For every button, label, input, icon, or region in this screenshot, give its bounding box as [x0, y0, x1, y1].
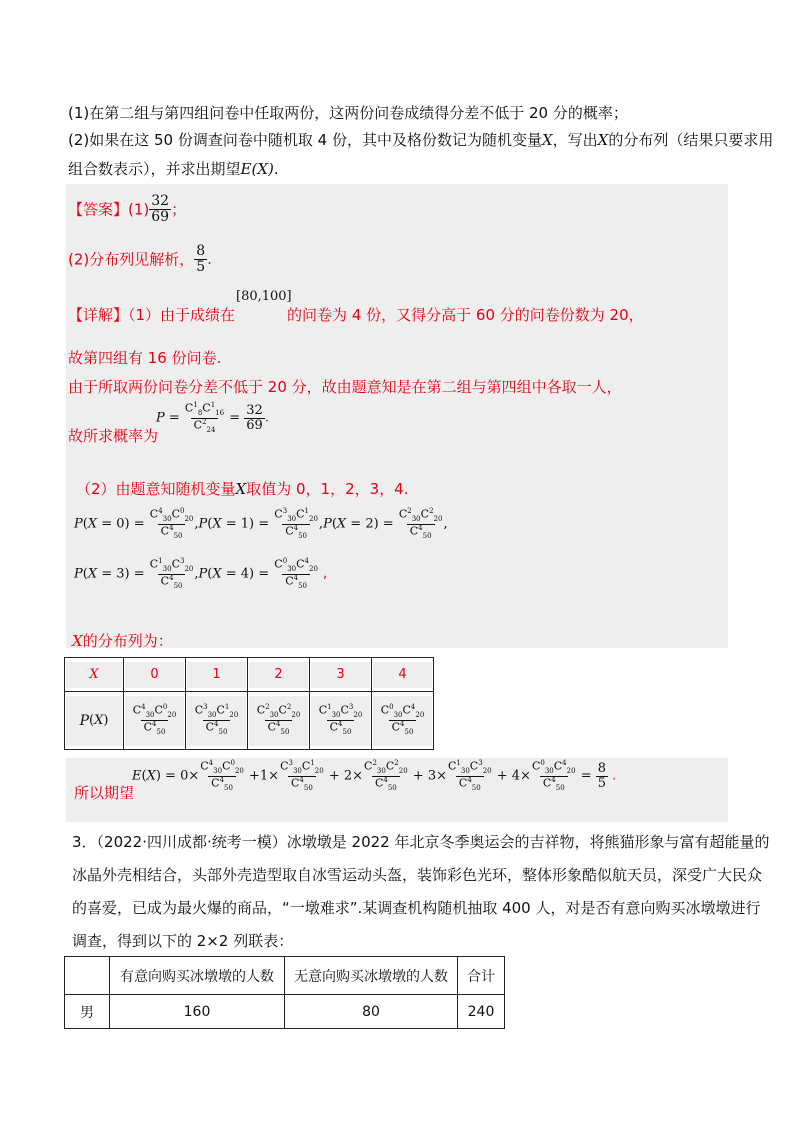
problem3-line2: 冰晶外壳相结合，头部外壳造型取自冰雪运动头盔，装饰彩色光环，整体形象酷似航天员，深受广大民众: [72, 866, 763, 884]
probability-formula: P = $\frac{C^1_8C^1_{16}}{C^2_{24}}$ = $\frac{32}{69}$ .: [156, 401, 269, 434]
contingency-cell: 160: [110, 995, 285, 1029]
detail-line-1: 【详解】（1）由于成绩在 的问卷为 4 份，又得分高于 60 分的问卷份数为 20，: [68, 306, 644, 324]
dist-header-cell: 3: [310, 658, 372, 692]
dist-prob-cell: $C^1_{30}C^3_{20}$ $C^4_{50}$: [310, 692, 372, 750]
interval-label: [80,100]: [236, 289, 292, 304]
dist-prob-cell: $C^0_{30}C^4_{20}$ $C^4_{50}$: [372, 692, 434, 750]
distribution-table: [64, 657, 434, 750]
problem3-line3: 的喜爱，已成为最火爆的商品，“一墩难求”.某调查机构随机抽取 400 人，对是否有意向购买冰墩墩进行: [72, 899, 761, 917]
contingency-header-empty: [65, 957, 110, 995]
expectation-label: 所以期望: [74, 784, 135, 802]
detail-line-2: 故第四组有 16 份问卷.: [68, 349, 222, 367]
detail-line-3: 由于所取两份问卷分差不低于 20 分，故由题意知是在第二组与第四组中各取一人，: [68, 378, 622, 396]
prob-formulas-row1: P(X = 0) = $\frac{C^4_{30}C^0_{20}}{C^4_{50}}$ ,P(X = 1) = $\frac{C^3_{30}C^1_{20}}{C^4_{50}}$ ,P(X = 2) = $\frac{C^2_{30}C^2_{20}}{C^4_{50}}$ ,: [74, 507, 448, 540]
answer-line-2: (2)分布列见解析， $\frac{8}{5}$ .: [68, 243, 212, 275]
dist-prob-cell: $C^3_{30}C^1_{20}$ $C^4_{50}$: [186, 692, 248, 750]
dist-header-cell: 1: [186, 658, 248, 692]
contingency-header: 合计: [458, 957, 505, 995]
dist-prob-cell: $C^4_{30}C^0_{20}$ $C^4_{50}$: [124, 692, 186, 750]
expectation-formula: E(X) = 0× $\frac{C^4_{30}C^0_{20}}{C^4_{50}}$ +1× $\frac{C^3_{30}C^1_{20}}{C^4_{50}}$ + 2× $\frac{C^2_{30}C^2_{20}}{C^4_{50}}$ + 3× $\frac{C^1_{30}C^3_{20}}{C^4_{50}}$ + 4× $\frac{C^0_{30}C^4_{20}}{C^4_{50}}$ = $\frac{8}{5}$ .: [132, 759, 617, 792]
contingency-cell: 240: [458, 995, 505, 1029]
question-2-line2: 组合数表示），并求出期望E(X).: [68, 160, 279, 178]
contingency-cell: 80: [285, 995, 458, 1029]
dist-header-x: X: [65, 658, 124, 692]
question-1: (1)在第二组与第四组问卷中任取两份，这两份问卷成绩得分差不低于 20 分的概率；: [68, 104, 628, 122]
contingency-header: 有意向购买冰墩墩的人数: [110, 957, 285, 995]
problem3-line1: 3．（2022·四川成都·统考一模）冰墩墩是 2022 年北京冬季奥运会的吉祥物，将熊猫形象与富有超能量的: [72, 833, 770, 851]
prob-formulas-row2: P(X = 3) = $\frac{C^1_{30}C^3_{20}}{C^4_{50}}$ ,P(X = 4) = $\frac{C^0_{30}C^4_{20}}{C^4_{50}}$ ,: [74, 557, 328, 590]
contingency-header: 无意向购买冰墩墩的人数: [285, 957, 458, 995]
detail-line-4: 故所求概率为: [68, 427, 159, 445]
contingency-table: [64, 956, 505, 1029]
dist-row-label: P ( X ): [65, 692, 124, 750]
problem3-line4: 调查，得到以下的 2×2 列联表：: [72, 932, 294, 950]
contingency-row-label: 男: [65, 995, 110, 1029]
dist-header-cell: 0: [124, 658, 186, 692]
dist-header-cell: 4: [372, 658, 434, 692]
detail-part2: （2）由题意知随机变量X取值为 0，1，2，3，4.: [76, 480, 409, 498]
answer-line-1: 【答案】(1) $\frac{32}{69}$ ；: [68, 193, 187, 225]
distribution-label: X的分布列为：: [72, 632, 173, 650]
question-2-line1: (2)如果在这 50 份调查问卷中随机取 4 份，其中及格份数记为随机变量X，写出X的分布列（结果只要求用: [68, 131, 774, 149]
dist-prob-cell: $C^2_{30}C^2_{20}$ $C^4_{50}$: [248, 692, 310, 750]
dist-header-cell: 2: [248, 658, 310, 692]
